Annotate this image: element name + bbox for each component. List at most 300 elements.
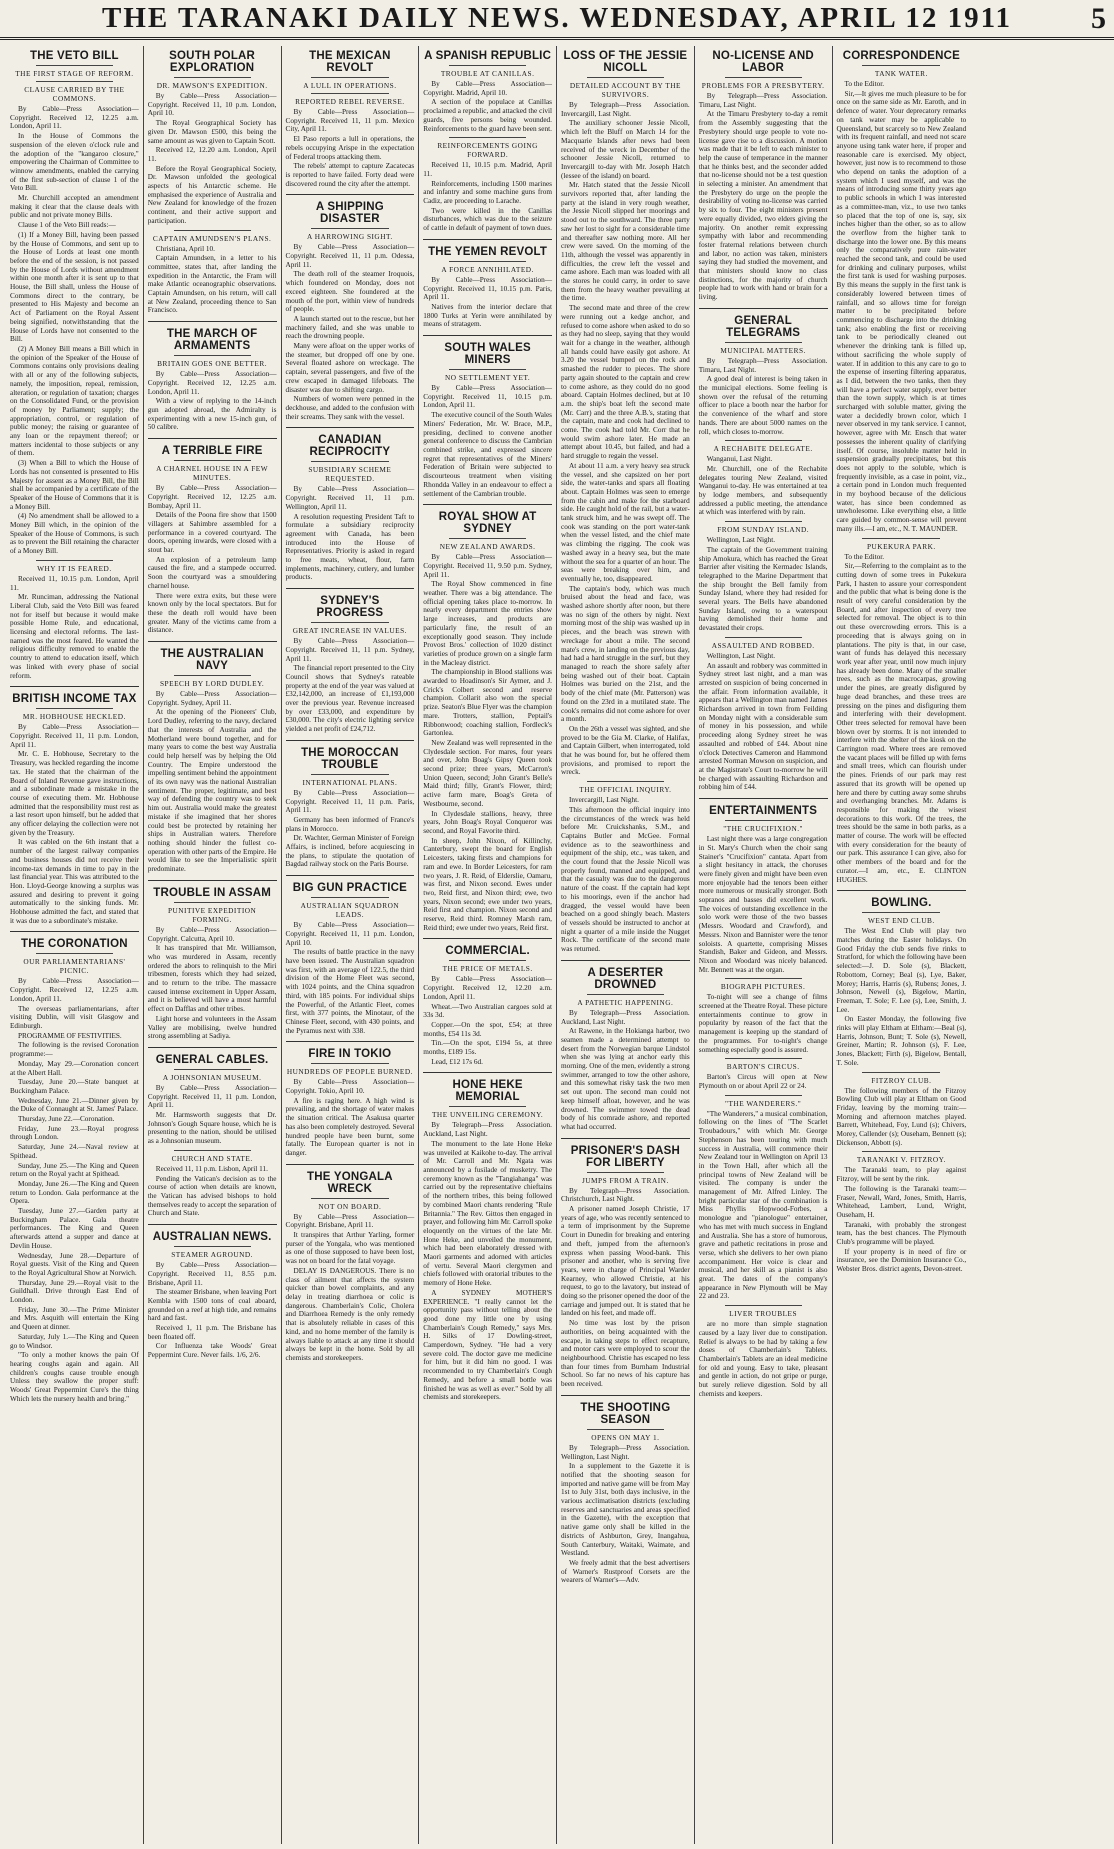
article-paragraph: If your property is in need of fire or insurance, see the Dominion Insurance Co., Webster Bros. district agents, Devon-street. [836, 1247, 967, 1274]
subhead-rule [174, 77, 251, 78]
article-paragraph: In Clydesdale stallions, heavy, three years, John Boag's Royal Conqueror was second, and Royal Favorite third. [423, 809, 552, 835]
article-headline: THE MOROCCAN TROUBLE [301, 746, 399, 771]
subhead-rule [725, 1305, 802, 1306]
article-paragraph: Sir,—Referring to the complaint as to the cutting down of some trees in Pukekura Park, I hasten to assure your correspondent and the public that what is being done is the result of very careful consideration by the Board, and after inspection of every tree selected for removal. The object is to thin out these overcrowding errors. This is a proceeding that is always going on in plantations. The pity is that, in our case, want of funds has delayed this necessary work year after year, until now much injury has already been done. Many of the smaller trees, such as the macrocarpas, growing under the pines, are greatly disfigured by huge dead branches, and these trees are pressing on the pines and disfiguring them and interfering with their development. Other trees selected for removal have been blown over by storms. It is not intended to interfere with the shelter of the kiosk on the Carrington road. Where trees are removed the vacant places will be filled up with ferns and small trees, which can flourish under the pines. Friends of our park may rest assured that its growth will be opened up here and there by cutting away some shrubs and overhanging branches. Mr. Adams is responsible for making the wisest decorations to this work. Of the trees, the trees should be the same in both parks, as a matter of course. The work will be effected with every consideration for the beauty of our park. This assurance I can give, also for other members of the board and for the curator.—I am, etc., E. CLINTON HUGHES. [836, 562, 967, 884]
article-headline: SOUTH WALES MINERS [444, 342, 531, 367]
article-paragraph: The Royal Show commenced in fine weather. There was a big attendance. The official opening takes place to-morrow. In nearly every department the entries show large increases, and products are particularly fine, the result of an exceptionally good season. They include Provost Bros.' collection of 1020 distinct varieties of produce grown on a single farm in the Macleay district. [423, 580, 552, 667]
article-subheading: BARTON'S CIRCUS. [726, 1062, 800, 1072]
article-headline: A SPANISH REPUBLIC [424, 50, 552, 62]
article-paragraph: (4) No amendment shall be allowed to a Money Bill which, in the opinion of the Speaker of the House of Commons, is such as to prevent the Bill retaining the character of a Money Bill. [10, 512, 139, 556]
subhead-rule [449, 137, 526, 138]
article [561, 50, 690, 777]
article-headline: THE SHOOTING SEASON [580, 1401, 671, 1426]
article-paragraph: By Cable—Press Association—Copyright. Received 11, 11 p.m. Sydney, April 11. [285, 637, 415, 663]
article-paragraph: Pending the Vatican's decision as to the course of action when details are known, the Vatican has advised bishops to hold themselves ready to accept the separation of Church and State. [147, 1174, 277, 1218]
article-paragraph: By Cable—Press Association—Copyright. Received 12, 12.25 a.m. London, April 11. [147, 370, 277, 396]
article-paragraph: With a view of replying to the 14-inch gun adopted abroad, the Admiralty is experimenting with a new 15-inch gun, of 50 calibre. [147, 397, 277, 432]
article-paragraph: The death roll of the steamer Iroquois, which foundered on Monday, does not exceed eighteen. She foundered at the mouth of the port, within view of hundreds of people. [285, 270, 415, 314]
subhead-rule [36, 81, 113, 82]
article-paragraph: Monday, June 26.—The King and Queen return to London. Gala performance at the Opera. [10, 1179, 139, 1206]
article-divider [286, 740, 415, 741]
article-paragraph: It has transpired that Mr. Williamson, who was murdered in Assam, recently ordered the abors to relinquish to the Miri tribesmen, forests which they had seized, and to return to the tribe. The massacre caused intense excitement in Upper Assam, and it is believed will have a most harmful effect on Dafflas and other tribes. [147, 944, 277, 1014]
article-paragraph: El Paso reports a lull in operations, the rebels occupying Arispe in the expectation of Federal troops attacking them. [285, 135, 415, 161]
article-paragraph: Copper.—On the spot, £54; at three months, £54 11s 3d. [423, 1020, 552, 1038]
article-subheading: OPENS ON MAY 1. [591, 1432, 660, 1442]
subhead-rule [862, 1072, 940, 1073]
article-subheading: GREAT INCREASE IN VALUES. [292, 626, 407, 636]
article [699, 637, 828, 792]
article-headline: THE YEMEN REVOLT [428, 245, 548, 258]
article-paragraph: Lead, £12 17s 6d. [431, 1057, 483, 1066]
article-paragraph: PROGRAMME OF FESTIVITIES. [18, 1031, 122, 1040]
article-paragraph: The second mate and three of the crew were running out a kedge anchor, and refused to come ashore when asked to do so as they had no sleep, saying that they would wait for a change in the weather, although all hands could have easily got ashore. At 3.20 the vessel bumped on the rock and smashed the rudder to pieces. The shore party again shouted to the captain and crew to come ashore, as they could do no good aboard. Captain Holmes declined, but at 10 a.m. the ship's boat left the second mate (Mr. Carr) and the three A.B.'s, stating that the captain, mate and cook had declined to come. The cook had told Mr. Corr that he would swim ashore later. He made an attempt about 10.45, but failed, and had a hard struggle to regain the vessel. [561, 304, 690, 461]
article-paragraph: Sir,—It gives me much pleasure to be for once on the same side as Mr. Earoth, and in defence of water. Your deprecatory remarks on tank water may be applicable to Queensland, but scarcely so to New Zealand with its frequent rainfall, and need not scare anyone using tank water here, if proper and reasonable care is exercised. My object, however, just now is to recommend to those who depend on tanks the adoption of a system which I used myself, and was the means of introducing some thirty years ago to public schools in which I was interested as a committee-man, viz., to use two tanks so placed that the top of one is, say, six inches higher than the other, so as to allow the overflow from the higher tank to discharge into the lower one. By this means only the comparatively pure rain-water reached the second tank, and could be used for drinking and culinary purposes, whilst the first tank is used for washing purposes. By this means the supply in the first tank is considerably lowered between times of rainfall, and so allows time for foreign matter to be precipitated before commencing to discharge into the drinking tank; also enabling the first or receiving tank to be periodically cleaned out whenever the drinking tank is filled up, without sacrificing the whole supply of water. If in addition to this any care to go to the expense of inserting filtering apparatus, as I did, between the two tanks, then they will have a perfect water supply, ever better than the town supply, which is at times surcharged with soluble matter, giving the water a decidedly brown color, which I never observed in my tank service. I cannot, however, agree with Mr. Ensch that water possesses the inherent quality of clarifying itself. Of course, insoluble matter held in suspension gradually precipitates, but this does not apply to the soluble, which is frequently invisible, as a case in point, viz., a certain pond in London much frequented in my boyhood because of the delicious water, has since been condemned as unwholesome. Like everything else, a little care guided by common-sense will prevent many ills.—I am, etc., N. T. MAUNDER. [836, 89, 967, 533]
article [286, 1041, 415, 1157]
article-paragraph: Wanganui, Last Night. [706, 455, 773, 464]
article-paragraph: By Cable—Press Association—Copyright. Received 11, 11 p.m. Paris, April 11. [285, 788, 415, 815]
subhead-rule [725, 77, 802, 78]
article-headline: ROYAL SHOW AT SYDNEY [438, 511, 537, 536]
article [148, 641, 277, 874]
article-divider [148, 880, 277, 881]
article-subheading: PUKEKURA PARK. [866, 541, 936, 551]
subhead-rule [36, 953, 113, 954]
article [699, 1058, 828, 1090]
article-paragraph: The overseas parliamentarians, after visiting Dublin, will visit Glasgow and Edinburgh. [10, 1004, 139, 1030]
article-headline: ENTERTAINMENTS [709, 805, 818, 818]
article-divider [423, 504, 552, 505]
article [561, 1395, 690, 1585]
article-paragraph: Christiana, April 10. [155, 244, 215, 253]
subhead-rule [587, 1172, 664, 1173]
article-paragraph: By Cable—Press Association—Copyright. Received 11, 8.55 p.m. Brisbane, April 11. [147, 1261, 277, 1287]
article [837, 1151, 967, 1273]
article-subheading: NO SETTLEMENT YET. [444, 373, 531, 383]
article-subheading: MUNICIPAL MATTERS. [720, 345, 806, 355]
article-subheading: THE OFFICIAL INQUIRY. [579, 785, 672, 795]
subhead-rule [311, 622, 388, 623]
article [699, 978, 828, 1054]
article-subheading: A CHARNEL HOUSE IN A FEW MINUTES. [156, 464, 269, 483]
article-paragraph: Mr. Churchill accepted an amendment making it clear that the clause deals with public and not private money Bills. [10, 194, 139, 220]
article-paragraph: An explosion of a petroleum lamp caused the fire, and a stampede occurred. Soon the courtyard was a smouldering charnel house. [147, 555, 277, 590]
subhead-rule [725, 521, 802, 522]
article-paragraph: To-night will see a change of films screened at the Theatre Royal. These picture entertainments continue to grow in popularity by reason of the fact that the management is keeping up the standard of the programmes. For to-night's change something especially good is assured. [698, 993, 828, 1054]
article-paragraph: At about 11 a.m. a very heavy sea struck the vessel, and she capsized on her port side, the water-tanks and spars all floating about. Captain Holmes was seen to emerge from the cabin and make for the starboard side. He caught hold of the rail, but a water-tank struck him, and he was swept off. The cook was standing on the port water-tank when the vessel listed, and the chief mate was climbing the rigging. The cook was washed away in a heavy sea, but the mate without the sea for a quarter of an hour. The seas were breaking over him, and eventually he, too, disappeared. [561, 461, 690, 583]
article-paragraph: Clause 1 of the Veto Bill reads:— [18, 221, 116, 230]
article [10, 50, 139, 556]
article [423, 50, 552, 133]
article [286, 194, 415, 421]
article-divider [10, 686, 139, 687]
subhead-rule [587, 994, 664, 995]
article [148, 321, 277, 432]
article [699, 308, 828, 436]
article-paragraph: Barton's Circus will open at New Plymouth on or about April 22 or 24. [698, 1073, 828, 1090]
subhead-rule [174, 460, 251, 461]
subhead-rule [174, 902, 251, 903]
article-subheading: BRITAIN GOES ONE BETTER. [157, 359, 268, 369]
article-paragraph: The captain of the Government training ship Amokura, which has reached the Great Barrier after visiting the Kermadec Islands, telegraphed to the Marine Department that the ship brought the Bell family from Sunday Island, where they had resided for several years. The Bells have abandoned Sunday Island, owing to a waterspout having demolished their home and devastated their crops. [698, 545, 828, 633]
article-paragraph: The results of battle practice in the navy have been issued. The Australian squadron was first, with an average of 122.5, the third division of the Home Fleet was second, with 1024 points, and the China squadron third, with 185 points. For individual ships the Powerful, of the Atlantic Fleet, comes first, with 377 points, the Minotaur, of the Chinese Fleet, second, with 430 points, and the Pyramus next with 338. [285, 948, 415, 1035]
column-7 [833, 46, 971, 1844]
article-subheading: DR. MAWSON'S EXPEDITION. [156, 81, 268, 90]
subhead-rule [862, 912, 940, 913]
article [286, 740, 415, 869]
article-paragraph: Tuesday, June 27.—Garden party at Buckingham Palace. Gala theatre performances. The King and Queen afterwards attend a supper and dance at Devlin House. [10, 1207, 139, 1250]
article-paragraph: By Cable—Press Association—Copyright. Received 11, 9.50 p.m. Sydney, April 11. [423, 553, 552, 579]
article-headline: LOSS OF THE JESSIE NICOLL [563, 50, 688, 74]
subhead-rule [311, 1198, 388, 1199]
article [286, 50, 415, 188]
subhead-rule [449, 1106, 526, 1107]
article-paragraph: (1) If a Money Bill, having been passed by the House of Commons, and sent up to the House of Lords at least one month before the end of the session, is not passed by the House of Lords without amendment within one month after it is sent up to that House, the Bill shall, unless the House of Commons direct to the contrary, be presented to His Majesty and become an Act of Parliament on the Royal Assent being signified, notwithstanding that the House of Lords have not consented to the Bill. [10, 230, 139, 344]
article-subheading: INTERNATIONAL PLANS. [302, 777, 398, 787]
article-paragraph: By Cable—Press Association—Copyright. Received 12, 12.25 a.m. London, April 11. [10, 977, 139, 1003]
article-paragraph: The following is the Taranaki team:—Fraser, Newall, Ward, Jones, Smith, Harris, Whitehead, Lambert, Lund, Wright, Ouseham, H. [836, 1184, 967, 1219]
subhead-rule [449, 261, 526, 262]
article-paragraph: At Rawene, in the Hokianga harbor, two seamen made a determined attempt to desert from the Norwegian barque Lindstol when she was lying at anchor early this morning. One of the men, evidently a strong swimmer, arranged to tow the other ashore, and this somewhat risky task the two men set out upon. The second man could not keep himself afloat, however, and he was drowned. The swimmer towed the dead body of his comrade ashore, and reported what had occurred. [561, 1027, 690, 1131]
article [148, 1047, 277, 1146]
article-subheading: THE UNVEILING CEREMONY. [431, 1110, 544, 1120]
subhead-rule [449, 369, 526, 370]
article-paragraph: By Cable—Press Association—Copyright. Received 11, 11 p.m. Wellington, April 11. [285, 485, 415, 511]
article-paragraph: An assault and robbery was committed in Sydney street last night, and a man was arrested on suspicion of being concerned in the affair. From information available, it appears that a Wellington man named James Richardson arrived in town from Feilding on Monday night with a considerable sum of money in his possession, and while proceeding along Sydney street he was assaulted and robbed of £44. About nine o'clock Detectives Cameron and Hammond arrested Norman Mowson on suspicion, and at the Magistrate's Court to-morrow he will be charged with assaulting Richardson and robbing him of £44. [698, 661, 828, 792]
column-6 [695, 46, 833, 1844]
article-paragraph: The following members of the Fitzroy Bowling Club will play at Eltham on Good Friday, leaving by the morning train:—Morning and afternoon matches played. Barrett, Whitehead, Foy, Lund (s); Chivers, Morey, Callender (s); Ouseham, Bennett (s); Dickenson, Abbott (s). [836, 1086, 967, 1147]
article [148, 880, 277, 1041]
article-divider [148, 321, 277, 322]
subhead-rule [449, 65, 526, 66]
article-paragraph: By Cable—Press Association—Copyright. Received 11, 10.15 p.m. Paris, April 11. [423, 275, 552, 302]
article-headline: THE CORONATION [21, 938, 128, 951]
article-paragraph: The Royal Geographical Society has given Dr. Mawson £500, this being the same amount as was given to Captain Scott. [147, 119, 277, 145]
article-paragraph: Taranaki, with probably the strongest team, has the best chances. The Plymouth Club's programme will be played. [836, 1220, 967, 1247]
article [423, 335, 552, 498]
article [148, 1224, 277, 1360]
article-paragraph: A fire is raging here. A high wind is prevailing, and the shortage of water makes the situation critical. The Asakusa quarter has also been completely destroyed. Several hundred people have been burnt, some fatally. The European quarter is not in danger. [285, 1096, 415, 1157]
article-paragraph: DELAY IS DANGEROUS. There is no class of ailment that affects the system quicker than bowel complaints, and any delay in treating diarrhoea or colic is dangerous. Chamberlain's Colic, Cholera and Diarrhoea Remedy is the only remedy that is absolutely reliable in cases of this kind, and no home member of the family is always liable to attack at any time it should always be kept in the home. Sold by all chemists and storekeepers. [285, 1266, 415, 1362]
article-paragraph: The auxiliary schooner Jessie Nicoll, which left the Bluff on March 14 for the Macquarie Islands after news had been received of the wreck in December of the schooner Jessie Nicoll, returned to Invercargill to-day with Mr. Joseph Hatch (lessee of the island) on board. [561, 119, 690, 180]
article-paragraph: By Telegraph—Press Association. Invercargill, Last Night. [561, 101, 690, 118]
article-divider [148, 1224, 277, 1225]
article-paragraph: Reinforcements, including 1500 marines and infantry and some machine guns from Cadiz, are proceeding to Larache. [423, 179, 552, 206]
article-subheading: FITZROY CLUB. [871, 1075, 932, 1085]
article-paragraph: Mr. C. E. Hobhouse, Secretary to the Treasury, was heckled regarding the income tax. He stated that the chairman of the Board of Inland Revenue gave instructions, and a subordinate made a mistake in the course of executing them. Mr. Hobhouse admitted that the responsibility must rest as a last resort upon himself, but he added that any officer delaying the collection were not given by the Treasury. [10, 750, 139, 837]
article-paragraph: The West End Club will play two matches during the Easter holidays. On Good Friday the club sends five rinks to Stratford, for which the following have been selected:—J. D. Sole (s), Blackett, Robottom, Corney; Beal (s), Lye, Baker, Morey; Harris, Harris (s), Rubens; Jones, J. Johnson, Newell (s), Bigelow, Martin, Freeman, T. Sole; F. Lee (s), Lee, Smith, J. Lee. [836, 927, 967, 1014]
subhead-rule [311, 228, 388, 229]
article-paragraph: It transpires that Arthur Yarling, former purser of the Yongala, who was mentioned as one of those supposed to have been lost, was not on board for the fatal voyage. [285, 1231, 415, 1266]
article [148, 230, 277, 316]
article [286, 588, 415, 734]
article-paragraph: By Telegraph—Press Association. Auckland, Last Night. [423, 1121, 552, 1139]
article-paragraph: (2) A Money Bill means a Bill which in the opinion of the Speaker of the House of Commons contains only provisions dealing with all or any of the following subjects, namely, the imposition, repeal, remission, alteration, or regulation of taxation; charges on the Consolidated Fund, or the provision of money by Parliament; supply; the appropriation, control, or regulation of public money; the raising or guarantee of any loan or the repayment thereof; or matters incidental to those subjects or any of them. [10, 344, 139, 458]
article-divider [286, 1164, 415, 1165]
article-paragraph: By Telegraph—Press Association. Timaru, Last Night. [698, 356, 828, 374]
article [699, 1095, 828, 1301]
article-paragraph: By Telegraph—Press Association. Timaru, Last Night. [698, 92, 828, 109]
article-subheading: THE FIRST STAGE OF REFORM. [15, 69, 134, 78]
article-paragraph: Received 11, 11 p.m. Lisbon, April 11. [155, 1164, 268, 1173]
article-headline: SYDNEY'S PROGRESS [316, 595, 384, 620]
article-divider [148, 1047, 277, 1048]
article-headline: GENERAL TELEGRAMS [726, 314, 801, 339]
article [286, 427, 415, 582]
article-paragraph: The following is the revised Coronation programme:— [10, 1041, 139, 1059]
article-divider [286, 588, 415, 589]
article-paragraph: By Telegraph—Press Association. Wellington, Last Night. [561, 1443, 690, 1461]
article-paragraph: (3) When a Bill to which the House of Lords has not consented is presented to His Majesty for assent as a Money Bill, the Bill shall be accompanied by a certificate of the Speaker of the House of Commons that it is a Money Bill. [10, 459, 139, 511]
article-headline: A DESERTER DROWNED [587, 966, 664, 991]
article-paragraph: Saturday, July 1.—The King and Queen go to Windsor. [10, 1332, 139, 1350]
article-divider [561, 1395, 690, 1396]
subhead-rule [725, 440, 802, 441]
article-subheading: LIVER TROUBLES [729, 1309, 798, 1319]
article-paragraph: By Cable—Press Association—Copyright. Received 12, 12.25 a.m. Bombay, April 11. [147, 484, 277, 510]
article-paragraph: A resolution requesting President Taft to formulate a subsidiary reciprocity agreement with Canada, has been introduced into the House of Representatives. Priority is asked in regard to free meats, wheat, flour, farm implements, machinery, cutlery, and lumber products. [285, 512, 415, 582]
article-subheading: TARANAKI V. FITZROY. [856, 1155, 946, 1165]
article-paragraph: By Cable—Press Association—Copyright. Received 11, 11 p.m. Odessa, April 11. [285, 243, 415, 269]
article-paragraph: By Cable—Press Association—Copyright. Received 12, 12.25 a.m. London, April 11. [10, 105, 139, 131]
article [423, 137, 552, 233]
article-paragraph: Details of the Poona fire show that 1500 villagers at Sahimbre assembled for a performance in a covered courtyard. The doors, opening inwards, were closed with a stout bar. [147, 511, 277, 555]
article-headline: COMMERCIAL. [445, 945, 530, 958]
subhead-rule [174, 230, 251, 231]
article-subheading: TANK WATER. [874, 69, 928, 78]
article-headline: HONE HEKE MEMORIAL [452, 1079, 523, 1104]
subhead-rule [311, 77, 388, 78]
subhead-rule [587, 1429, 664, 1430]
article-headline: THE MEXICAN REVOLT [309, 50, 391, 74]
article-subheading: OUR PARLIAMENTARIANS' PICNIC. [23, 957, 126, 976]
article-subheading: A LULL IN OPERATIONS. [303, 81, 397, 90]
article-paragraph: Two were killed in the Canillas disturbances, which was due to the seizure of cattle in default of payment of town dues. [423, 206, 552, 233]
article-paragraph: Dr. Wachter, German Minister of Foreign Affairs, is inclined, before acquiescing in the plans, to stipulate the quotation of Bagdad railway stock on the Paris Bourse. [285, 834, 415, 869]
article-paragraph: In the House of Commons the suspension of the eleven o'clock rule and the adoption of the "kangaroo closure," empowering the Chairman of Committee to winnow amendments, enabled the carrying of the first sub-section of clause 1 of the Veto Bill. [10, 132, 139, 193]
article-divider [148, 438, 277, 439]
article-paragraph: Last night there was a large congregation in St. Mary's Church when the choir sang Stainer's "Crucifixion" cantata. Apart from a slight hesitancy in attack, the choruses were finely given and might have been even more enjoyable had the tenors been either more numerous or musically stronger. Both sopranos and basses did excellent work. The voices of outstanding excellence in the solo work were those of the two basses (Messrs. Woodard and Crawford), and Messrs. Nixon and Bannister were the tenor soloists. A quartette, comprising Misses Standish, Baker and Gideon, and Messrs. Nixon and Woodard was nicely balanced. Mr. Bennett was at the organ. [698, 835, 828, 974]
article-paragraph: Germany has been informed of France's plans in Morocco. [285, 815, 415, 833]
article-paragraph: By Cable—Press Association—Copyright. Received 11, 11 p.m. London, April 11. [147, 1083, 277, 1110]
article-subheading: A JOHNSONIAN MUSEUM. [162, 1072, 262, 1082]
article-divider [423, 239, 552, 240]
article-subheading: FROM SUNDAY ISLAND. [717, 525, 810, 535]
article-headline: TROUBLE IN ASSAM [153, 886, 272, 899]
article-paragraph: A good deal of interest is being taken in the municipal elections. Some feeling is shown over the refusal of the returning officer to place a booth near the harbor for the convenience of the wharf and store hands. There are about 5000 names on the roll, which closes to-morrow. [698, 375, 828, 436]
subhead-rule [587, 77, 664, 78]
article-paragraph: Tin.—On the spot, £194 5s, at three months, £189 15s. [423, 1039, 552, 1057]
article-divider [561, 1138, 690, 1139]
article-paragraph: By Telegraph—Press Association. Auckland, Last Night. [561, 1008, 690, 1026]
article-subheading: SUBSIDIARY SCHEME REQUESTED. [308, 465, 392, 484]
article [699, 50, 828, 302]
article-paragraph: No time was lost by the prison authorities, on being acquainted with the escape, in taking steps to effect recapture, and motor cars were employed to scour the neighbourhood. Christie has escaped no less than four times from Burnham Industrial School. So far no news of his capture has been received. [561, 1319, 690, 1389]
article [423, 1072, 552, 1402]
article [837, 890, 967, 1067]
article-paragraph: By Cable—Press Association—Copyright. Received 11, 10.15 p.m. London, April 11. [423, 384, 552, 410]
article-paragraph: Mr. Churchill, one of the Rechabite delegates touring New Zealand, visited Wanganui to-day. He was entertained at tea by lodge members, and subsequently addressed a public meeting, the attendance at which was interfered with by rain. [698, 464, 828, 517]
article [699, 440, 828, 517]
subhead-rule [725, 342, 802, 343]
article-paragraph: Received 11, 10.15 p.m. Madrid, April 11. [423, 161, 552, 178]
article-paragraph: By Cable—Press Association—Copyright. Received 12, 12.20 a.m. London, April 11. [423, 975, 552, 1001]
article [148, 50, 277, 226]
article-headline: THE VETO BILL [30, 50, 119, 62]
article-divider [423, 335, 552, 336]
article-subheading: SPEECH BY LORD DUDLEY. [160, 679, 265, 689]
article-paragraph: The steamer Brisbane, when leaving Port Kembla with 1500 tons of coal aboard, grounded on a reef at high tide, and remains hard and fast. [147, 1288, 277, 1323]
article-paragraph: Invercargill, Last Night. [569, 796, 639, 805]
article-subheading: CHURCH AND STATE. [171, 1153, 253, 1163]
article-headline: THE MARCH OF ARMAMENTS [166, 328, 258, 353]
article [837, 1072, 967, 1148]
subhead-rule [725, 820, 802, 821]
article-headline: NO-LICENSE AND LABOR [712, 50, 814, 74]
article-subheading: A RECHABITE DELEGATE. [713, 444, 813, 454]
article [699, 798, 828, 974]
column-4 [419, 46, 557, 1844]
article-paragraph: Monday, May 29.—Coronation concert at the Albert Hall. [10, 1059, 139, 1077]
article [10, 560, 139, 680]
article-paragraph: Captain Amundsen, in a letter to his committee, states that, after landing the expedition in the Antarctic, the Fram will make Atlantic oceanographic observations. Captain Amundsen, on his return, will call at New Zealand, proceeding thence to San Francisco. [147, 254, 277, 315]
article-paragraph: In sheep, John Nixon, of Killinchy, Canterbury, swept the board for English Leicesters, taking firsts and champions for ram and ewe. In Border Leicesters, for ram two years, J. R. Reid, of Elderslie, Oamaru, was first, and Nixon second. Ewes under two, Reid first, and Nixon third; ewe, two years, Nixon second; ewe under two years, Reid first and champion. Nixon second and reserve, Reid third. Romney Marsh ram, Reid third; ewe under two years, Reid first. [423, 836, 552, 932]
article [423, 938, 552, 1066]
article-paragraph: Wednesday, June 21.—Dinner given by the Duke of Connaught at St. James' Palace. [10, 1096, 139, 1114]
article-headline: BOWLING. [871, 897, 932, 910]
subhead-rule [725, 1095, 802, 1096]
article-divider [699, 308, 828, 309]
article-paragraph: Wellington, Last Night. [706, 536, 776, 545]
article-subheading: WHY IT IS FEARED. [37, 563, 112, 573]
article-paragraph: are no more than simple stagnation caused by a lazy liver due to constipation. Relief is always to be had by taking a few doses of Chamberlain's Tablets. Chamberlain's Tablets are an ideal medicine for old and young. Easy to take, pleasant and gentle in action, do not gripe or purge, but surely relieve digestion. Sold by all chemists and keepers. [698, 1320, 828, 1398]
article-paragraph: Many were afloat on the upper works of the steamer, but dropped off one by one. Several floated ashore on wreckage. The captain, several passengers, and five of the crew escaped in damaged lifeboats. The disaster was due to shifting cargo. [285, 342, 415, 394]
subhead-rule [725, 637, 802, 638]
subhead-rule [36, 708, 113, 709]
article-headline: A TERRIBLE FIRE [161, 445, 263, 458]
masthead [0, 0, 1114, 40]
article-paragraph: By Cable—Press Association—Copyright. Received 11, 11 p.m. Mexico City, April 11. [285, 108, 415, 134]
subhead-rule [311, 93, 388, 94]
article-subheading: THE PRICE OF METALS. [442, 964, 533, 974]
subhead-rule [449, 538, 526, 539]
newspaper-title: THE TARANAKI DAILY NEWS. WEDNESDAY, APRIL 12 1911 [102, 2, 1012, 34]
article-paragraph: Wheat.—Two Australian cargoes sold at 33s 3d. [423, 1002, 552, 1020]
article-divider [286, 427, 415, 428]
article-headline: PRISONER'S DASH FOR LIBERTY [570, 1144, 680, 1169]
article-divider [423, 938, 552, 939]
article-subheading: MR. HOBHOUSE HECKLED. [22, 712, 126, 722]
article-headline: CANADIAN RECIPROCITY [309, 434, 391, 459]
article-paragraph: "To only a mother knows the pain Of hearing coughs again and again. All children's coughs cause trouble enough Unless they swallow the proper stuff: Woods' Great Peppermint Cure's the thing Which lets the nursery health and bring." [10, 1351, 139, 1403]
article-subheading: BIOGRAPH PICTURES. [720, 982, 806, 992]
article-paragraph: By Cable—Press Association—Copyright. Received 11, 11 p.m. London, April 11. [10, 723, 139, 749]
article [837, 50, 967, 534]
article-subheading: "THE WANDERERS." [724, 1098, 802, 1108]
subhead-rule [174, 1246, 251, 1247]
article [423, 239, 552, 329]
article-subheading: PUNITIVE EXPEDITION FORMING. [167, 905, 257, 924]
article-divider [837, 890, 967, 891]
column-1 [6, 46, 144, 1844]
article-paragraph: To the Editor. [844, 552, 885, 561]
subhead-rule [862, 65, 940, 66]
article-paragraph: By Telegraph—Press Association. Christchurch, Last Night. [561, 1186, 690, 1204]
subhead-rule [725, 1058, 802, 1059]
article-paragraph: By Cable—Press Association—Copyright. Calcutta, April 10. [147, 925, 277, 943]
article [423, 504, 552, 932]
article-subheading: HUNDREDS OF PEOPLE BURNED. [286, 1067, 413, 1077]
article-subheading: REPORTED REBEL REVERSE. [295, 97, 405, 106]
article-headline: CORRESPONDENCE [842, 50, 960, 62]
article-subheading: A HARROWING SIGHT. [307, 232, 393, 242]
article [699, 1305, 828, 1398]
article-subheading: STEAMER AGROUND. [171, 1250, 254, 1260]
subhead-rule [311, 774, 388, 775]
article-subheading: PROBLEMS FOR A PRESBYTERY. [701, 81, 825, 90]
article-paragraph: Saturday, June 24.—Naval review at Spithead. [10, 1143, 139, 1160]
page-number: 5 [1091, 2, 1106, 35]
subhead-rule [311, 461, 388, 462]
article-paragraph: New Zealand was well represented in the Clydesdale section. For mares, four years and over, John Boag's Gipsy Queen took second prize; three years, McCarron's Union Queen, second; John Grant's Belle's Maid third; filly, Grant's Flower, third; active farm mare, Boag's Greta of Westbourne, second. [423, 738, 552, 808]
article-divider [286, 1041, 415, 1042]
column-2 [144, 46, 282, 1844]
article [10, 931, 139, 1403]
article-headline: THE AUSTRALIAN NAVY [160, 648, 264, 673]
article-paragraph: A launch started out to the rescue, but her machinery failed, and she was unable to reach the drowning people. [285, 314, 415, 341]
article-paragraph: It was cabled on the 6th instant that a number of the largest railway companies and business houses did not receive their income-tax demands in time to pay in the last financial year. This was attributed to the Hon. Lloyd-George knowing a surplus was assured and desiring to prevent it going automatically to the sinking funds. Mr. Hobhouse admitted the fact, and stated that it was due to a subordinate's mistake. [10, 838, 139, 925]
article-paragraph: By Cable—Press Association—Copyright. Received 11, 11 p.m. London, April 10. [285, 921, 415, 947]
article-paragraph: Friday, June 23.—Royal progress through London. [10, 1124, 139, 1142]
article [699, 521, 828, 633]
article-paragraph: Mr. Runciman, addressing the National Liberal Club, said the Veto Bill was feared not for itself but because it would make possible Home Rule, and educational, licensing and electoral reforms. The last-named was the most feared. He wanted the religious difficulty removed to enable the country to attend to education itself, which was linked with every phase of social reform. [10, 593, 139, 680]
article-paragraph: We freely admit that the best advertisers of Warner's Rustproof Corsets are the wearers of Warner's—Adv. [561, 1558, 690, 1585]
article [561, 1138, 690, 1389]
article-headline: THE YONGALA WRECK [307, 1170, 393, 1195]
article-paragraph: Friday, June 30.—The Prime Minister and Mrs. Asquith will entertain the King and Queen at dinner. [10, 1305, 139, 1332]
article-subheading: A PATHETIC HAPPENING. [577, 997, 674, 1007]
article-paragraph: By Cable—Press Association—Copyright. Sydney, April 11. [147, 690, 277, 707]
article-divider [286, 194, 415, 195]
subhead-rule [174, 355, 251, 356]
article-headline: GENERAL CABLES. [155, 1053, 269, 1066]
article-paragraph: This afternoon the official inquiry into the circumstances of the wreck was held before Mr. Cruickshanks, S.M., and Captains Butler and McGee. Formal evidence as to the seaworthiness and equipment of the ship, etc., was taken, and the court found that the Jessie Nicoll was properly found, manned and equipped, and that the casualty was due to the dangerous nature of the coast. If the captain had kept to his moorings, even if the anchor had dragged, the vessel would have been beached on a good shingly beach. Masters of vessels should be instructed to anchor at night a quarter of a mile inside the Nugget Rock. The certificate of the second mate was returned. [561, 805, 690, 954]
article-paragraph: By Cable—Press Association—Copyright. Tokio, April 10. [285, 1078, 415, 1096]
article-subheading: ASSAULTED AND ROBBED. [711, 640, 815, 650]
article-subheading: "THE CRUCIFIXION." [723, 824, 804, 834]
article-headline: AUSTRALIAN NEWS. [152, 1231, 272, 1244]
article-paragraph: To the Editor. [844, 80, 885, 88]
article-divider [699, 798, 828, 799]
article-subheading: NEW ZEALAND AWARDS. [439, 542, 536, 552]
subhead-rule [449, 960, 526, 961]
article-paragraph: On Easter Monday, the following five rinks will play Eltham at Eltham:—Beal (s), Harris, Johnson, Bunt; T. Sole (s), Newell, Greiner, Martin; R. Johnson (s), F. Lee, Jones, Blackett; Firth (s), Bigelow, Bentall, T. Sole. [836, 1015, 967, 1067]
article-paragraph: By Cable—Press Association—Copyright. Brisbane, April 11. [285, 1212, 415, 1230]
subhead-rule [311, 897, 388, 898]
subhead-rule [725, 978, 802, 979]
article-divider [10, 931, 139, 932]
article-paragraph: Wellington, Last Night. [706, 651, 776, 660]
article-paragraph: Natives from the interior declare that 1800 Turks at Yerin were annihilated by means of stratagem. [423, 302, 552, 329]
article-paragraph: By Cable—Press Association—Copyright. Received 11, 10 p.m. London, April 10. [147, 92, 277, 118]
article-paragraph: Thursday, June 22.—Coronation. [18, 1115, 115, 1124]
article-subheading: AUSTRALIAN SQUADRON LEADS. [300, 901, 400, 920]
article-paragraph: Mr. Hatch stated that the Jessie Nicoll survivors reported that, after landing the party at the island in very rough weather, the Jessie Nicoll slipped her moorings and stood out to the southward. The three party saw her lost to sight for a considerable time and thereafter saw nothing more. All her crew were saved. On the morning of the 11th, although the vessel was apparently in difficulties, the crew left the vessel and came ashore. Each man was loaded with all the stores he could carry, in order to save them from the heavy weather prevailing at the time. [561, 181, 690, 303]
article [837, 538, 967, 885]
article-paragraph: "The Wanderers," a musical combination, following on the lines of "The Scarlet Troubadours," with which Mr. George Stephenson has been touring with much success in Australia, will commence their New Zealand tour in Wellington on April 13 in the Town Hall, after which all the principal towns of New Zealand will be visited. The company is under the management of Mr. Alfred Linley. The bright particular star of the combination is Miss Phyllis Hopwood-Forbes, a monologue and "pianologue" entertainer, who has met with much success in England and Australia. She has a store of humorous, grave and pathetic recitations in prose and verse, which she delivers to her own piano accompaniment. Her voice is clear and musical, and her skill as a pianist is also great. The dates of the company's appearance in New Plymouth will be May 22 and 23. [698, 1109, 828, 1301]
article-subheading: REINFORCEMENTS GOING FORWARD. [437, 141, 538, 160]
article-subheading: TROUBLE AT CANILLAS. [440, 69, 535, 78]
article-headline: BRITISH INCOME TAX [12, 693, 137, 706]
